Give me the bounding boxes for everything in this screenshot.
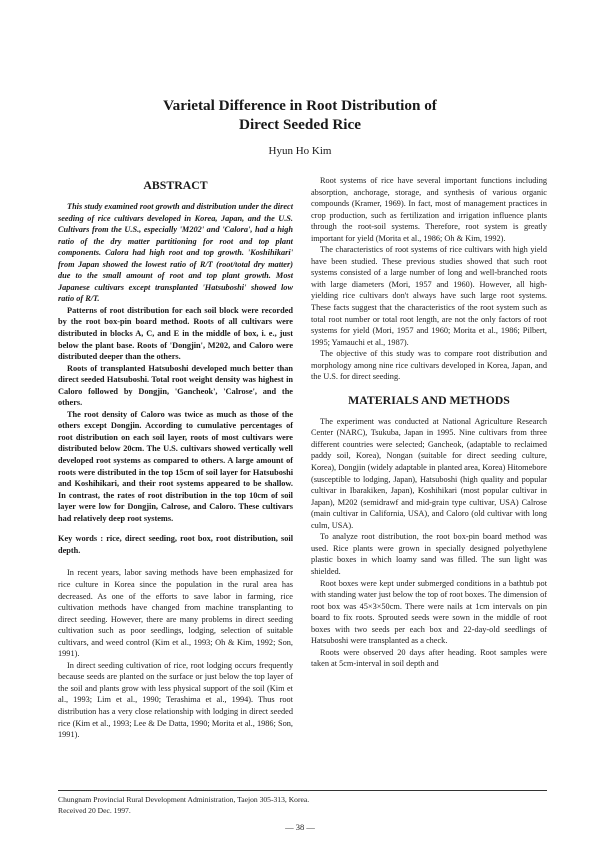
title-line-1: Varietal Difference in Root Distribution of xyxy=(163,97,437,114)
abstract-paragraph-3: Roots of transplanted Hatsuboshi developed much better than direct seeded Hatsuboshi. Total root weight density was highest in Caloro followed by Dongjin, 'Gancheok', 'Calrose', and the others. xyxy=(58,363,293,408)
intro-paragraph-1: In recent years, labor saving methods have been emphasized for rice culture in Korea since the population in the rural area has decreased. As one of the efforts to save labor in farming, rice cultivation methods have changed from machine transplanting to direct seeding. However, there are many problems in direct seeding cultivation such as poor seedlings, lodging, selection of suitable cultivars, and weed control (Kim et al., 1993; Oh & Kim, 1992; Son, 1991). xyxy=(58,568,293,659)
keywords-text: : rice, direct seeding, root box, root distribution, soil depth. xyxy=(58,534,294,555)
methods-paragraph-3: Root boxes were kept under submerged conditions in a bathtub pot with standing water just below the top of root boxes. The dimension of root box was 45×3×50cm. There were nails at 1cm intervals on pin board to fix roots. Sprouted seeds were sown in the middle of root boxes with two seeds per each box and 22-day-old seedlings of Hatsuboshi were transplanted as a check. xyxy=(311,578,547,646)
right-column xyxy=(311,175,547,670)
page-number: — 38 — xyxy=(285,822,315,832)
title-line-2: Direct Seeded Rice xyxy=(238,116,362,133)
abstract-paragraph-2: Patterns of root distribution for each soil block were recorded by the root box-pin board method. Roots of all cultivars were distributed in blocks A, C, and E in the middle of box, i. e., just below the plant base. Roots of 'Dongjin', M202, and Caloro were distributed deeper than the others. xyxy=(58,305,293,362)
methods-heading: MATERIALS AND METHODS xyxy=(348,392,510,407)
abstract-paragraph-1: This study examined root growth and distribution under the direct seeding of rice cultivars developed in Korea, Japan, and the U.S. Cultivars from the U.S., especially 'M202' and 'Calora', had a high ratio of the dry matter partitioning for root and top plant components. Calora had high root and top growth. 'Koshihikari' from Japan showed the lowest ratio of R/T (root/total dry matter) due to the small amount of root and top plant growth. Most Japanese cultivars except transplanted 'Hatsuboshi' showed low ratio of R/T. xyxy=(58,202,293,304)
abstract-paragraph-4: The root density of Caloro was twice as much as those of the others except Dongjin. According to cumulative percentages of root distribution on each soil layer, roots of most cultivars were distributed below 20cm. The U.S. cultivars showed vertically well developed root systems as compared to others. A large amount of roots were distributed in the top 15cm of soil layer for Hatsuboshi and Koshihikari, and their root systems appeared to be shallow. In contrast, the rates of root distribution in the top 10cm of soil layer were low for Dongjin, Calrose, and Caloro. These cultivars had relatively deep root systems. xyxy=(58,409,293,523)
paper-title xyxy=(0,96,600,134)
footnote-divider xyxy=(58,790,547,791)
keywords-label: Key words xyxy=(58,534,98,544)
footnote xyxy=(58,794,547,816)
abstract-heading: ABSTRACT xyxy=(143,178,208,192)
methods-paragraph-4: Roots were observed 20 days after heading. Root samples were taken at 5cm-interval in soil depth and xyxy=(311,647,547,669)
intro-paragraph-5: The objective of this study was to compare root distribution and morphology among nine rice cultivars developed in Korea, Japan, and the U.S. for direct seeding. xyxy=(311,349,547,382)
keywords xyxy=(58,533,293,556)
intro-paragraph-2: In direct seeding cultivation of rice, root lodging occurs frequently because seeds are planted on the surface or just below the top layer of the soil and plants grow with less physical support of the soil (Kim et al., 1993; Lim et al., 1990; Terashima et al., 1994). Thus root distribution has a very close relationship with lodging in direct seeded rice (Kim et al., 1993; Lee & De Datta, 1990; Morita et al., 1986; Son, 1991). xyxy=(58,660,293,740)
intro-paragraph-4: The characteristics of root systems of rice cultivars with high yield have been studied. These previous studies showed that such root systems consisted of a large number of long and well-branched roots with large diameters (Mori, 1957 and 1960). However, all high-yielding rice cultivars don't always have such large root systems. These facts suggest that the characteristics of the root system such as total root number or total root length, are not the only factors of root systems for yield (Mori, 1957 and 1960; Morita et al., 1986; Pilbert, 1995; Yamauchi et al., 1987). xyxy=(311,245,547,347)
footnote-received: Received 20 Dec. 1997. xyxy=(58,806,131,815)
left-column xyxy=(58,175,293,741)
methods-paragraph-1: The experiment was conducted at National Agriculture Research Center (NARC), Tsukuba, Japan in 1995. Nine cultivars from three different countries were selected; Gancheok, (adaptable to reclaimed paddy soil, Korea), Nongan (suitable for direct seeding culture, Korea), Dongjin (widely adaptable in planted area, Korea) Hitomebore (susceptible to lodging, Japan), Hatsuboshi (high quality and popular cultivar in Ibarakiken, Japan), Koshihikari (most popular cultivar in Japan), M202 (semidrawf and mid-grain type cultivar, USA) Calrose (main cultivar in California, USA), and Caloro (old cultivar with long culm, USA). xyxy=(311,416,547,530)
author-name: Hyun Ho Kim xyxy=(268,145,332,157)
intro-paragraph-3: Root systems of rice have several important functions including absorption, anchorage, storage, and synthesis of various organic compounds (Kramer, 1969). In fact, most of management practices in crop production, such as fertilization and irrigation influence plants through the root-soil systems. Therefore, root system is greatly important for yield (Morita et al., 1986; Oh & Kim, 1992). xyxy=(311,176,547,243)
footnote-affiliation: Chungnam Provincial Rural Development Administration, Taejon 305-313, Korea. xyxy=(58,795,310,804)
methods-paragraph-2: To analyze root distribution, the root box-pin board method was used. Rice plants were grown in specially designed polyethylene plastic boxes in which loamy sand was filled. The sun light was shielded. xyxy=(311,532,547,576)
